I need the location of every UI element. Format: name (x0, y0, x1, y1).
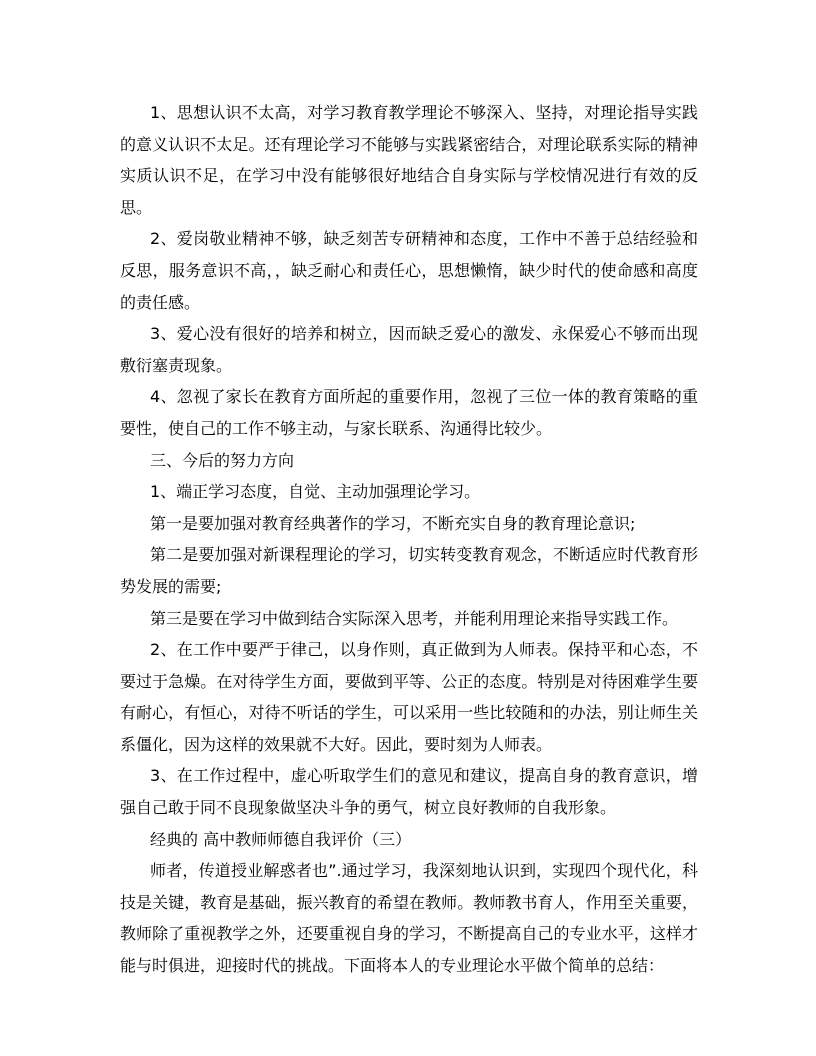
paragraph-9: 2、在工作中要严于律己，以身作则，真正做到为人师表。保持平和心态，不要过于急燥。在对待学生方面，要做到平等、公正的态度。特别是对待困难学生要有耐心，有恒心，对待不听话的学生，可以采用一些比较随和的办法，别让师生关系僵化，因为这样的效果就不大好。因此，要时刻为人师表。 (120, 640, 698, 754)
paragraph-1: 1、思想认识不太高，对学习教育教学理论不够深入、坚持，对理论指导实践的意义认识不太足。还有理论学习不能够与实践紧密结合，对理论联系实际的精神实质认识不足，在学习中没有能够很好地结合自身实际与学校情况进行有效的反思。 (120, 103, 698, 217)
paragraph-2: 2、爱岗敬业精神不够，缺乏刻苦专研精神和态度，工作中不善于总结经验和反思，服务意识不高，，缺乏耐心和责任心，思想懒惰，缺少时代的使命感和高度的责任感。 (120, 229, 698, 312)
document-body (120, 97, 698, 982)
paragraph-7: 第二是要加强对新课程理论的学习，切实转变教育观念，不断适应时代教育形势发展的需要; (120, 545, 698, 596)
paragraph-11: 师者，传道授业解惑者也”.通过学习，我深刻地认识到，实现四个现代化，科技是关键，教育是基础，振兴教育的希望在教师。教师教书育人，作用至关重要，教师除了重视教学之外，还要重视自身的学习，不断提高自己的专业水平，这样才能与时俱进，迎接时代的挑战。下面将本人的专业理论水平做个简单的总结： (120, 861, 698, 976)
section-heading-future-direction: 三、今后的努力方向 (150, 450, 295, 470)
section-heading-self-evaluation-3: 经典的 高中教师师德自我评价（三） (150, 829, 412, 849)
paragraph-4: 4、忽视了家长在教育方面所起的重要作用，忽视了三位一体的教育策略的重要性，使自己的工作不够主动，与家长联系、沟通得比较少。 (120, 387, 698, 438)
paragraph-10: 3、在工作过程中，虚心听取学生们的意见和建议，提高自身的教育意识，增强自己敢于同不良现象做坚决斗争的勇气，树立良好教师的自我形象。 (120, 766, 698, 818)
paragraph-8: 第三是要在学习中做到结合实际深入思考，并能利用理论来指导实践工作。 (150, 608, 679, 628)
paragraph-6: 第一是要加强对教育经典著作的学习，不断充实自身的教育理论意识; (150, 513, 636, 533)
paragraph-3: 3、爱心没有很好的培养和树立，因而缺乏爱心的激发、永保爱心不够而出现敷衍塞责现象。 (120, 324, 698, 375)
paragraph-5: 1、端正学习态度，自觉、主动加强理论学习。 (150, 482, 481, 502)
